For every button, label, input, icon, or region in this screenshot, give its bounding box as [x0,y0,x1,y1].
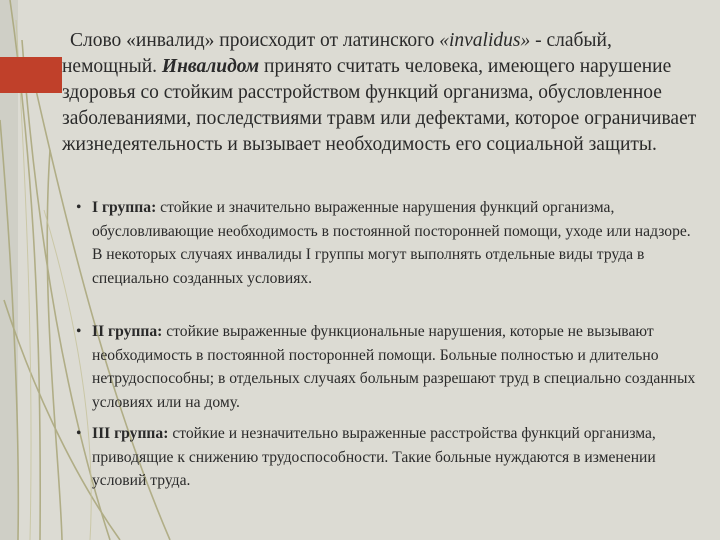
group-text-3: стойкие и незначительно выраженные расстройства функций организма, приводящие к снижению трудоспособности. Такие больные нуждаются в изменении условий труда. [92,425,656,489]
group-title-2: II группа: [92,323,163,340]
intro-text-1: Слово «инвалид» происходит от латинского [70,30,440,51]
group-item-3 [76,422,696,493]
accent-tab [0,57,62,93]
intro-paragraph [62,28,702,158]
bullet-mark: • [76,323,82,340]
group-text-2: стойкие выраженные функциональные нарушения, которые не вызывают необходимость в постоянной посторонней помощи. Больные полностью и длительно нетрудоспособны; в отдельных случаях больным разрешают труд в специально созданных условиях или на дому. [92,323,696,411]
intro-text-2: - слабый, немощный. [62,30,612,77]
bullet-mark: • [76,425,82,442]
intro-text-3: принято считать человека, имеющего нарушение здоровья со стойким расстройством функций организма, обусловленное заболеваниями, последствиями травм или дефектами, которое ограничивает жизнедеятельность и вызывает необходимость его социальной защиты. [62,56,697,155]
intro-latin: «invalidus» [439,30,531,51]
group-title-1: I группа: [92,199,157,216]
group-item-1 [76,196,696,290]
group-text-1: стойкие и значительно выраженные нарушения функций организма, обусловливающие необходимость в постоянной посторонней помощи, уходе или надзоре. В некоторых случаях инвалиды I группы могут выполнять отдельные виды труда в специально созданных условиях. [92,199,691,287]
group-item-2 [76,320,696,414]
intro-term: Инвалидом [161,56,260,77]
bullet-mark: • [76,199,82,216]
group-title-3: III группа: [92,425,169,442]
